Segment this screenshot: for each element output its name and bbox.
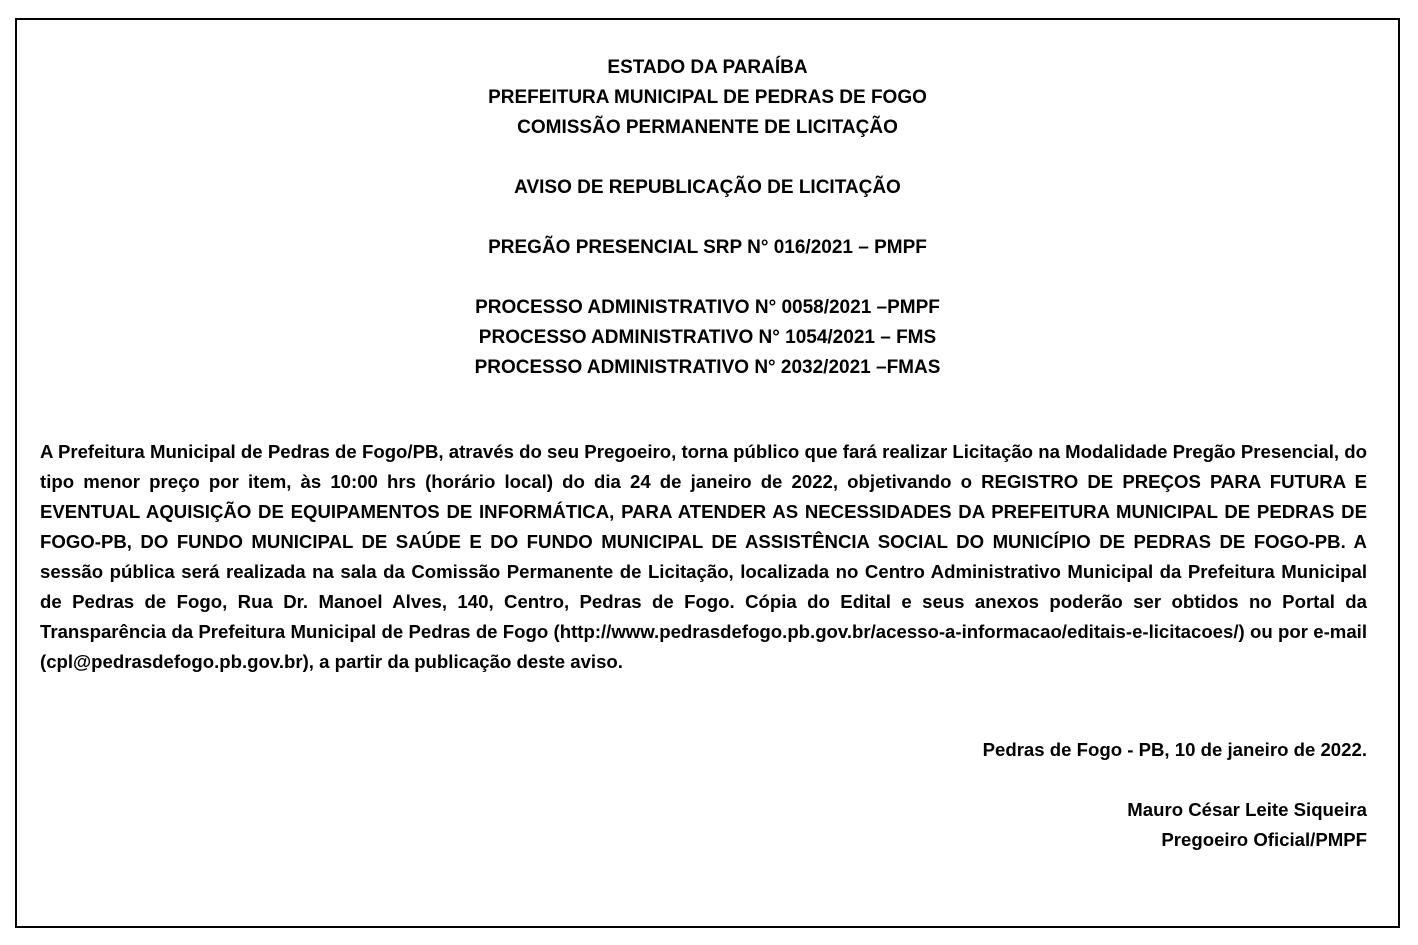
- process-number: PROCESSO ADMINISTRATIVO N° 0058/2021 –PMPF: [475, 297, 940, 318]
- spacer: [17, 203, 1398, 233]
- signer-role: Pregoeiro Oficial/PMPF: [1161, 829, 1367, 850]
- signer-name: Mauro César Leite Siqueira: [1127, 799, 1367, 820]
- process-number: PROCESSO ADMINISTRATIVO N° 2032/2021 –FMAS: [474, 357, 941, 378]
- notice-body-paragraph: A Prefeitura Municipal de Pedras de Fogo/PB, através do seu Pregoeiro, torna público que fará realizar Licitação na Modalidade Pregão Presencial, do tipo menor preço por item, às 10:00 hrs (horário local) do dia 24 de janeiro de 2022, objetivando o REGISTRO DE PREÇOS PARA FUTURA E EVENTUAL AQUISIÇÃO DE EQUIPAMENTOS DE INFORMÁTICA, PARA ATENDER AS NECESSIDADES DA PREFEITURA MUNICIPAL DE PEDRAS DE FOGO-PB, DO FUNDO MUNICIPAL DE SAÚDE E DO FUNDO MUNICIPAL DE ASSISTÊNCIA SOCIAL DO MUNICÍPIO DE PEDRAS DE FOGO-PB. A sessão pública será realizada na sala da Comissão Permanente de Licitação, localizada no Centro Administrativo Municipal da Prefeitura Municipal de Pedras de Fogo, Rua Dr. Manoel Alves, 140, Centro, Pedras de Fogo. Cópia do Edital e seus anexos poderão ser obtidos no Portal da Transparência da Prefeitura Municipal de Pedras de Fogo (http://www.pedrasdefogo.pb.gov.br/acesso-a-informacao/editais-e-licitacoes/) ou por e-mail (cpl@pedrasdefogo.pb.gov.br), a partir da publicação deste aviso.: [40, 441, 1367, 672]
- spacer: [17, 263, 1398, 293]
- municipality-name: PREFEITURA MUNICIPAL DE PEDRAS DE FOGO: [488, 87, 927, 108]
- process-number: PROCESSO ADMINISTRATIVO N° 1054/2021 – FMS: [478, 327, 937, 348]
- signature-block: [1127, 795, 1367, 855]
- commission-name: COMISSÃO PERMANENTE DE LICITAÇÃO: [517, 117, 898, 138]
- notice-title: AVISO DE REPUBLICAÇÃO DE LICITAÇÃO: [514, 177, 901, 198]
- pregao-number: PREGÃO PRESENCIAL SRP N° 016/2021 – PMPF: [488, 237, 927, 258]
- notice-frame: [15, 18, 1400, 928]
- state-name: ESTADO DA PARAÍBA: [607, 57, 808, 78]
- notice-header: [17, 53, 1398, 383]
- place-and-date: Pedras de Fogo - PB, 10 de janeiro de 2022.: [982, 739, 1367, 760]
- spacer: [17, 143, 1398, 173]
